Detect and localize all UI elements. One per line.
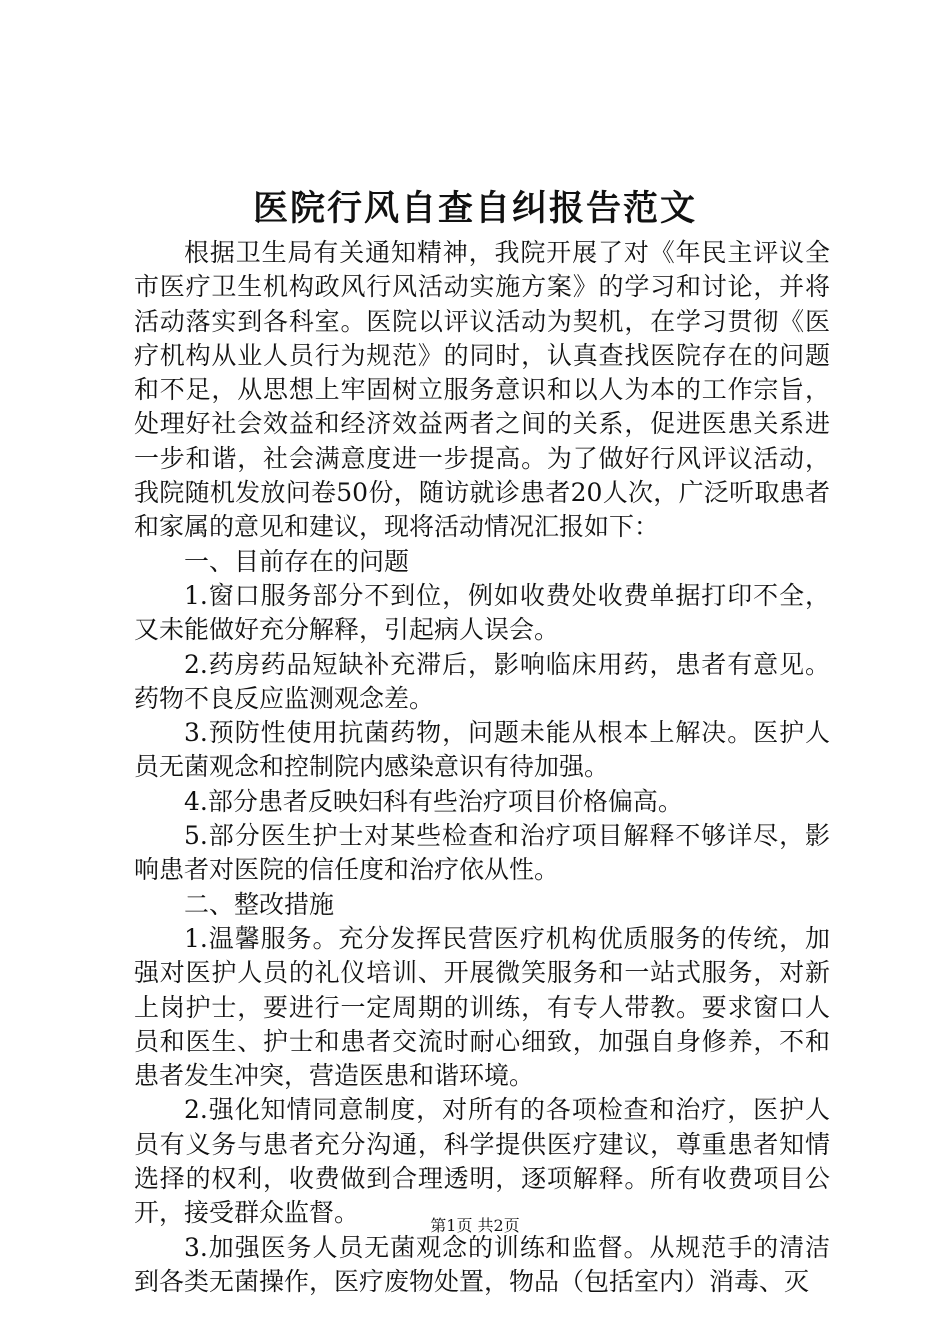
document-body: [134, 236, 830, 1299]
measure-item-3: 3.加强医务人员无菌观念的训练和监督。从规范手的清洁到各类无菌操作，医疗废物处置，物品（包括室内）消毒、灭: [134, 1232, 830, 1296]
problem-item-2: 2.药房药品短缺补充滞后，影响临床用药，患者有意见。药物不良反应监测观念差。: [134, 649, 830, 713]
problem-item-1: 1.窗口服务部分不到位，例如收费处收费单据打印不全，又未能做好充分解释，引起病人误会。: [134, 580, 830, 645]
section-heading-problems: 一、目前存在的问题: [184, 546, 410, 576]
measure-item-2: 2.强化知情同意制度，对所有的各项检查和治疗，医护人员有义务与患者充分沟通，科学提供医疗建议，尊重患者知情选择的权利，收费做到合理透明，逐项解释。所有收费项目公开，接受群众监督。: [134, 1095, 830, 1228]
section-heading-measures: 二、整改措施: [184, 889, 335, 919]
problem-item-5: 5.部分医生护士对某些检查和治疗项目解释不够详尽，影响患者对医院的信任度和治疗依从性。: [134, 821, 830, 885]
page-footer: 第1页 共2页: [430, 1216, 520, 1235]
problem-item-4: 4.部分患者反映妇科有些治疗项目价格偏高。: [184, 786, 683, 816]
measure-item-1: 1.温馨服务。充分发挥民营医疗机构优质服务的传统，加强对医护人员的礼仪培训、开展微笑服务和一站式服务，对新上岗护士，要进行一定周期的训练，有专人带教。要求窗口人员和医生、护士和患者交流时耐心细致，加强自身修养，不和患者发生冲突，营造医患和谐环境。: [134, 923, 830, 1091]
problem-item-3: 3.预防性使用抗菌药物，问题未能从根本上解决。医护人员无菌观念和控制院内感染意识有待加强。: [134, 718, 830, 782]
document-title: 医院行风自查自纠报告范文: [252, 188, 697, 229]
paragraph-intro: 根据卫生局有关通知精神，我院开展了对《年民主评议全市医疗卫生机构政风行风活动实施方案》的学习和讨论，并将活动落实到各科室。医院以评议活动为契机，在学习贯彻《医疗机构从业人员行为规范》的同时，认真查找医院存在的问题和不足，从思想上牢固树立服务意识和以人为本的工作宗旨，处理好社会效益和经济效益两者之间的关系，促进医患关系进一步和谐，社会满意度进一步提高。为了做好行风评议活动，我院随机发放问卷50份，随访就诊患者20人次，广泛听取患者和家属的意见和建议，现将活动情况汇报如下：: [134, 238, 830, 542]
